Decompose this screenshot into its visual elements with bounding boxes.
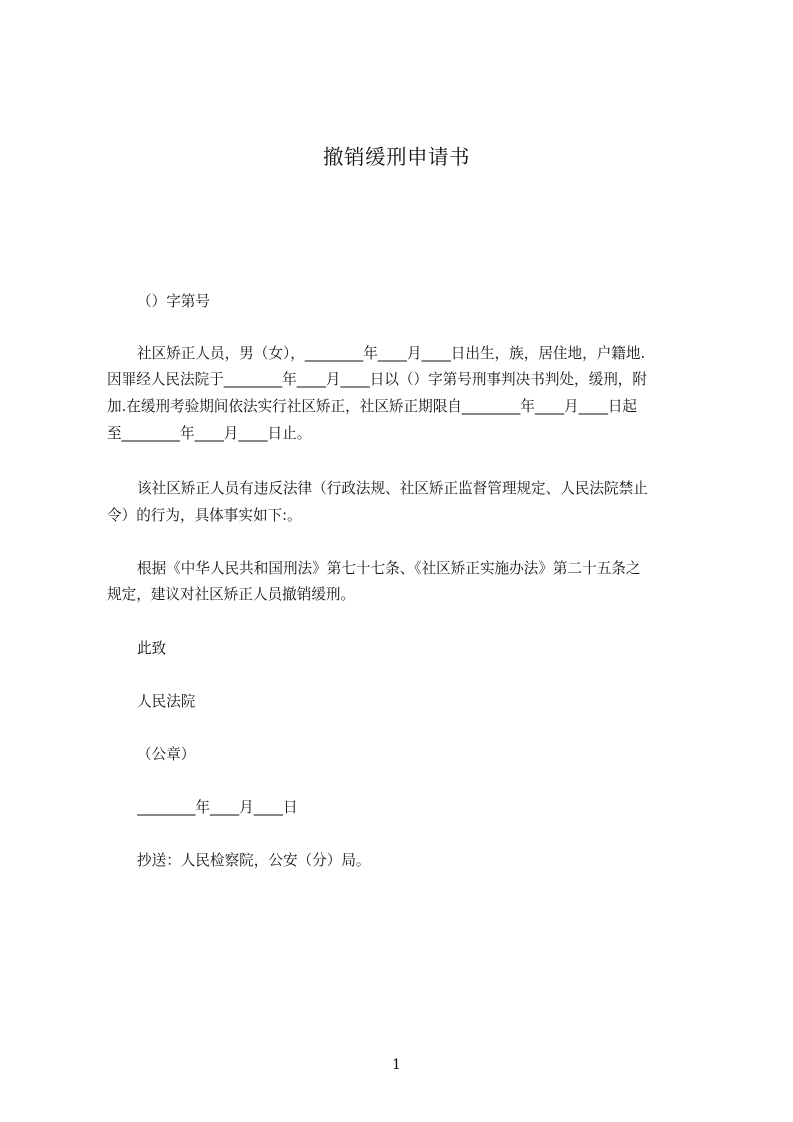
cc-line: 抄送：人民检察院，公安（分）局。 xyxy=(137,852,371,869)
recipient: 人民法院 xyxy=(137,693,196,710)
salutation: 此致 xyxy=(137,640,167,657)
document-title: 撤销缓刑申请书 xyxy=(323,145,470,169)
paragraph3-line2: 规定，建议对社区矫正人员撤销缓刑。 xyxy=(107,586,356,603)
paragraph1-line4: 至________年____月____日止。 xyxy=(107,425,312,442)
paragraph2-line2: 令）的行为，具体事实如下:。 xyxy=(107,507,302,524)
paragraph1-line2: 因罪经人民法院于________年____月____日以（）字第号刑事判决书判处，缓刑，附 xyxy=(107,371,647,388)
paragraph1-line3: 加.在缓刑考验期间依法实行社区矫正，社区矫正期限自________年____月____日起 xyxy=(107,398,638,415)
date-line: ________年____月____日 xyxy=(137,799,298,816)
case-number-line: （）字第号 xyxy=(137,293,210,310)
paragraph3-line1: 根据《中华人民共和国刑法》第七十七条、《社区矫正实施办法》第二十五条之 xyxy=(137,560,641,577)
seal-label: （公章） xyxy=(137,746,196,763)
page-number: 1 xyxy=(392,1057,401,1073)
paragraph2-line1: 该社区矫正人员有违反法律（行政法规、社区矫正监督管理规定、人民法院禁止 xyxy=(137,480,648,497)
paragraph1-line1: 社区矫正人员，男（女），________年____月____日出生，族，居住地，户籍地. xyxy=(137,345,646,362)
